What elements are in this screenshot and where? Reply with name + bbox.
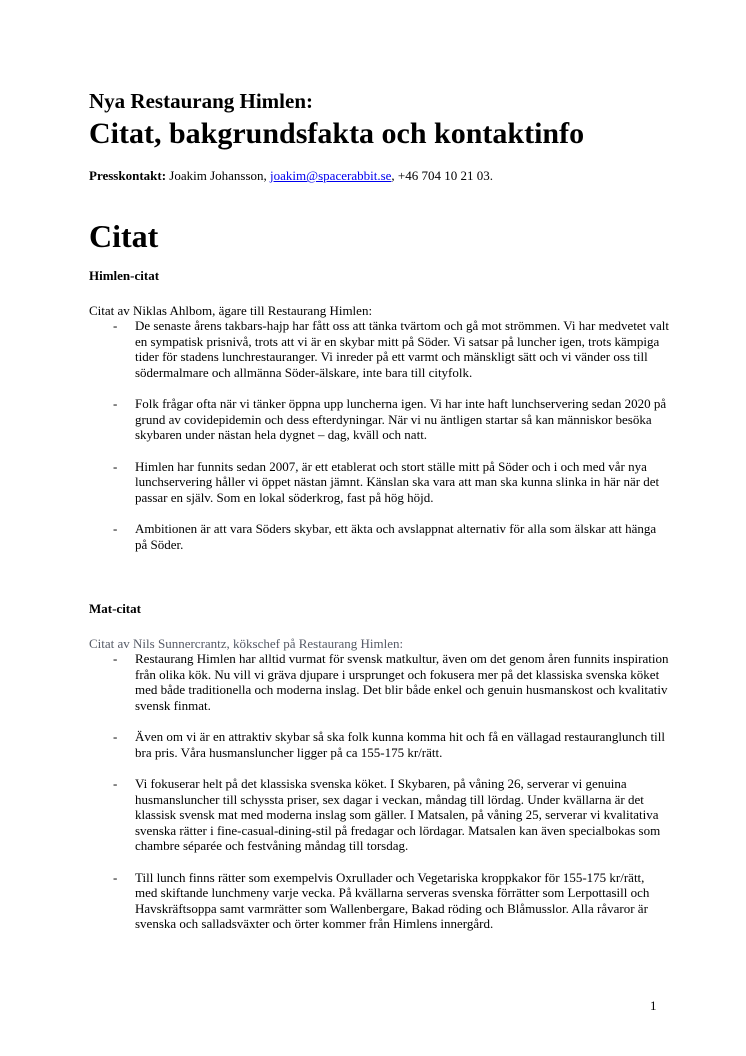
list-dash: -	[113, 396, 118, 411]
list-dash: -	[113, 869, 118, 885]
press-contact-label: Presskontakt:	[89, 168, 167, 183]
quote-text: Restaurang Himlen har alltid vurmat för svensk matkultur, även om det genom åren funnits inspiration från olika kök. Nu vill vi gräva djupare i ursprunget och fokusera mer på det klassiska svenska köket med både traditionella och moderna inslag. Det blir både enkel och genuin husmanskost och kvalitativ svensk finmat.	[135, 651, 669, 713]
list-item	[89, 651, 669, 713]
quote-text: Himlen har funnits sedan 2007, är ett etablerat och stort ställe mitt på Söder och i och med vår nya lunchservering håller vi öppet nästan jämnt. Känslan ska vara att man ska kunna slinka in här när det passar en själv. Som en lokal söderkrog, fast på hög höjd.	[135, 458, 660, 505]
quote-text: Folk frågar ofta när vi tänker öppna upp luncherna igen. Vi har inte haft lunchservering sedan 2020 på grund av covidepidemin och dess efterdyningar. När vi nu äntligen startar så kan människor besöka skybaren under nästan hela dygnet – dag, kväll och natt.	[135, 396, 667, 442]
list-item	[89, 396, 669, 443]
list-dash: -	[113, 651, 118, 666]
press-contact-phone: , +46 704 10 21 03.	[391, 168, 493, 183]
quote-text: De senaste årens takbars-hajp har fått oss att tänka tvärtom och gå mot strömmen. Vi har medvetet valt en sympatisk prisnivå, trots att vi är en skybar mitt på Söder. Vi satsar på luncher igen, trots kämpiga tider för stadens lunchrestauranger. Vi inreder på ett varmt och mänskligt sätt och vi vänder oss till södermalmare och allmänna Söder-älskare, inte bara till cityfolk.	[135, 318, 669, 380]
quote-text: Till lunch finns rätter som exempelvis Oxrullader och Vegetariska kroppkakor för 155-175 kr/rätt, med skiftande lunchmeny varje vecka. På kvällarna serveras svenska förrätter som Lerpottasill och Havskräftsoppa samt varmrätter som Wallenbergare, Bakad röding och Blåmusslor. Alla råvaror är svenska och salladsväxter och örter kommer från Himlens innergård.	[135, 869, 650, 931]
mat-heading: Mat-citat	[89, 601, 141, 616]
quote-text: Även om vi är en attraktiv skybar så ska folk kunna komma hit och få en vällagad restauranglunch till bra pris. Våra husmansluncher ligger på ca 155-175 kr/rätt.	[135, 729, 665, 760]
list-item	[89, 459, 669, 506]
list-item	[89, 870, 669, 932]
mat-quote-list	[89, 651, 669, 948]
list-dash: -	[113, 729, 118, 744]
document-subtitle: Nya Restaurang Himlen:	[89, 89, 313, 113]
press-contact-name: Joakim Johansson,	[169, 168, 267, 183]
list-dash: -	[113, 318, 118, 333]
himlen-quote-list	[89, 318, 669, 568]
section-title: Citat	[89, 218, 159, 254]
press-contact	[89, 168, 493, 184]
mat-intro: Citat av Nils Sunnercrantz, kökschef på Restaurang Himlen:	[89, 636, 404, 651]
press-contact-email-link[interactable]: joakim@spacerabbit.se	[270, 168, 392, 183]
list-dash: -	[113, 521, 118, 536]
himlen-intro: Citat av Niklas Ahlbom, ägare till Restaurang Himlen:	[89, 303, 373, 318]
quote-text: Ambitionen är att vara Söders skybar, ett äkta och avslappnat alternativ för alla som älskar att hänga på Söder.	[135, 521, 657, 552]
list-dash: -	[113, 776, 118, 791]
list-item	[89, 318, 669, 380]
quote-text: Vi fokuserar helt på det klassiska svenska köket. I Skybaren, på våning 26, serverar vi genuina husmansluncher till schyssta priser, sex dagar i veckan, måndag till lördag. Under kvällarna är det klassisk svensk mat med moderna inslag som gäller. I Matsalen, på våning 25, serverar vi kvalitativa svenska rätter i fine-casual-dining-stil på fredagar och lördagar. Matsalen kan även specialbokas som chambre séparée och festvåning måndag till torsdag.	[135, 776, 661, 853]
list-dash: -	[113, 458, 118, 474]
list-item	[89, 729, 669, 760]
list-item	[89, 521, 669, 552]
himlen-heading: Himlen-citat	[89, 268, 160, 283]
list-item	[89, 776, 669, 854]
page-number: 1	[650, 998, 657, 1013]
document-title: Citat, bakgrundsfakta och kontaktinfo	[89, 117, 585, 150]
